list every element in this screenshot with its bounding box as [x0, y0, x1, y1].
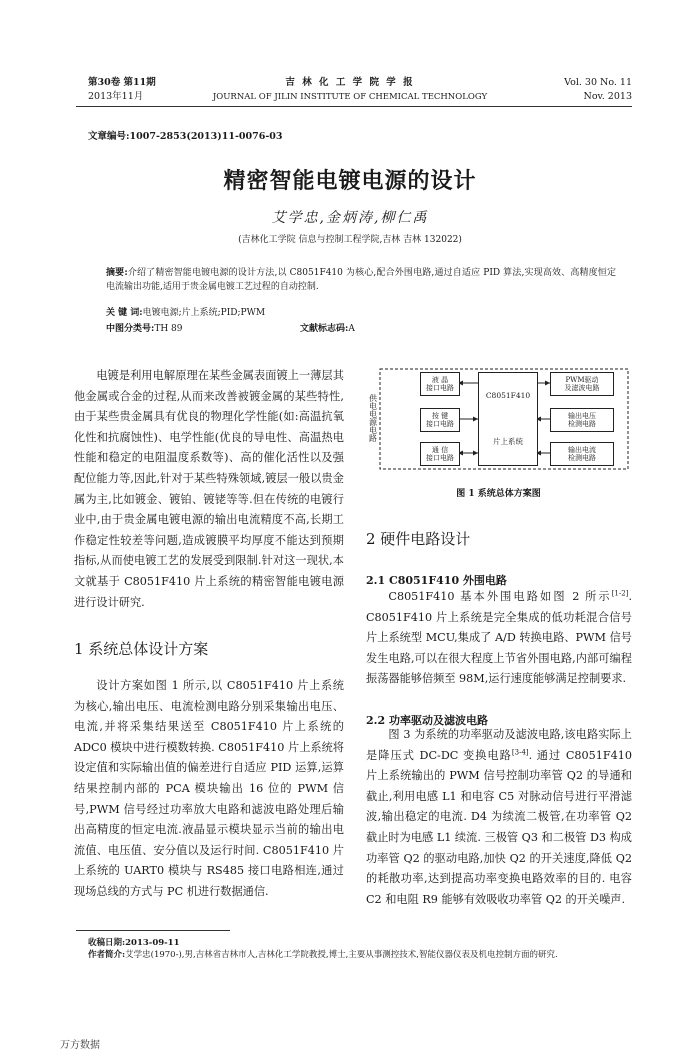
document-code: [300, 322, 355, 336]
pwm-driver-block: PWM驱动 及滤波电路: [550, 372, 614, 396]
journal-name-en: JOURNAL OF JILIN INSTITUTE OF CHEMICAL TECHNOLOGY: [212, 92, 488, 102]
intro-paragraph: 电镀是利用电解原理在某些金属表面镀上一薄层其他金属或合金的过程,从而来改善被镀金属的某些特性,由于某些贵金属具有优良的物理化学性能(如:高温抗氧化性和抗腐蚀性)、电学性能(优良的导电性、高温热电性能和稳定的电阻温度系数等)、高的催化活性以及强配位能力等,因此,针对于某些特殊领域,镀层一般以贵金属为主,比如镀金、镀铂、镀铑等等.但在传统的电镀行业中,由于贵金属电镀电源的输出电流精度不高,长期工作稳定性较差等问题,造成镀膜平均厚度不能达到预期指标,从而使电镀工艺的发展受到限制.针对这一现状,本文就基于 C8051F410 片上系统的精密智能电镀电源进行设计研究.: [74, 369, 344, 609]
abstract-text: 介绍了精密智能电镀电源的设计方法,以 C8051F410 为核心,配合外围电路,通过自适应 PID 算法,实现高效、高精度恒定电流输出功能,适用于贵金属电镀工艺过程的自动控制.: [106, 268, 616, 292]
mcu-block: [478, 372, 538, 466]
subsection-2-2-heading: 2.2 功率驱动及滤波电路: [366, 714, 488, 727]
sub21-citation: [1-2]: [611, 589, 629, 598]
subsection-2-1-body: [366, 587, 632, 690]
power-supply-block: 供电电源电路: [368, 377, 378, 459]
section-1-paragraph: 设计方案如图 1 所示,以 C8051F410 片上系统为核心,输出电压、电流检测电路分别采集输出电压、电流,并将采集结果送至 C8051F410 片上系统的 ADC0 模块中进行模数转换. C8051F410 片上系统将设定值和实际输出值的偏差进行自适应 PID 运算,运算结果控制内部的 PCA 模块输出 16 位的 PWM 信号,PWM 信号经过功率放大电路和滤波电路处理后输出高精度的恒定电流.液晶显示模块显示当前的输出电流值、电压值、安分值以及运行时间. C8051F410 片上系统的 UART0 模块与 RS485 接口电路相连,通过现场总线的方式与 PC 机进行数据通信.: [74, 679, 344, 898]
keywords: [106, 306, 265, 320]
lcd-interface-block: 液 晶 接口电路: [420, 372, 460, 396]
date-en: Nov. 2013: [583, 91, 632, 102]
header-center: [200, 76, 500, 104]
header-rule: [76, 106, 632, 107]
sub21-text-pre: C8051F410 基本外围电路如图 2 所示: [388, 590, 612, 603]
abstract-label: 摘要:: [106, 268, 128, 278]
watermark: 万方数据: [60, 1040, 100, 1051]
article-number: 文章编号:1007-2853(2013)11-0076-03: [88, 131, 283, 142]
footnote-rule: [76, 930, 230, 931]
subsection-2-1-paragraph: [366, 587, 632, 690]
date-cn: 2013年11月: [88, 91, 144, 102]
author-bio-text: 艾学忠(1970-),男,吉林省吉林市人,吉林化工学院教授,博士,主要从事测控技术,智能仪器仪表及机电控制方面的研究.: [125, 950, 558, 960]
sub21-text-post: . C8051F410 片上系统是完全集成的低功耗混合信号片上系统型 MCU,集成了 A/D 转换电路、PWM 信号发生电路,可以在很大程度上节省外围电路,内部可编程振荡器能够倍频至 98M,运行速度能够满足控制要求.: [366, 590, 632, 686]
keywords-text: 电镀电源;片上系统;PID;PWM: [142, 308, 266, 318]
intro-section: [74, 366, 344, 613]
sub22-text-post: . 通过 C8051F410 片上系统输出的 PWM 信号控制功率管 Q2 的导通和截止,利用电感 L1 和电容 C5 对脉动信号进行平滑滤波,输出稳定的电流. D4 为续流二极管,在功率管 Q2 截止时为电感 L1 续流. 三极管 Q3 和二极管 D3 构成功率管 Q2 的驱动电路,加快 Q2 的开关速度,降低 Q2 的耗散功率,达到提高功率变换电路效率的目的. 电容 C2 和电阻 R9 能够有效吸收功率管 Q2 的开关噪声.: [366, 748, 632, 906]
sub22-text-pre: 图 3 为系统的功率驱动及滤波电路,该电路实际上是降压式 DC-DC 变换电路: [366, 728, 632, 762]
author-bio-label: 作者简介:: [88, 950, 126, 960]
author-bio: [88, 949, 632, 961]
voltage-detect-block: 输出电压 检测电路: [550, 408, 614, 432]
current-detect-block: 输出电流 检测电路: [550, 442, 614, 466]
journal-name-cn: 吉 林 化 工 学 院 学 报: [285, 77, 415, 88]
subsection-2-2-paragraph: [366, 725, 632, 910]
section-2-heading: 2 硬件电路设计: [366, 530, 471, 548]
doc-code-label: 文献标志码:: [300, 324, 349, 334]
volume-en: Vol. 30 No. 11: [564, 77, 632, 88]
affiliation: (吉林化工学院 信息与控制工程学院,吉林 吉林 132022): [238, 235, 462, 245]
comm-interface-block: 通 信 接口电路: [420, 442, 460, 466]
paper-title: 精密智能电镀电源的设计: [223, 168, 477, 194]
authors: 艾学忠,金炳涛,柳仁禹: [271, 210, 429, 226]
mcu-desc: 片上系统: [493, 437, 523, 446]
header-right: [520, 76, 632, 104]
section-1-heading: 1 系统总体设计方案: [74, 640, 209, 658]
classification: [106, 322, 183, 336]
received-date: 收稿日期:2013-09-11: [88, 938, 180, 948]
classification-label: 中图分类号:: [106, 324, 155, 334]
volume-cn: 第30卷 第11期: [88, 77, 156, 88]
figure-1-caption: 图 1 系统总体方案图: [456, 489, 541, 499]
footnote: [88, 937, 632, 961]
keywords-label: 关 键 词:: [106, 308, 143, 318]
subsection-2-1-heading: 2.1 C8051F410 外围电路: [366, 574, 507, 587]
figure-1-diagram: [366, 367, 631, 473]
subsection-2-2-body: [366, 725, 632, 910]
mcu-name: C8051F410: [485, 391, 531, 400]
section-1-body: [74, 676, 344, 903]
key-interface-block: 按 键 接口电路: [420, 408, 460, 432]
sub22-citation: [3-4]: [511, 747, 529, 756]
abstract: [106, 266, 616, 294]
classification-text: TH 89: [154, 324, 183, 334]
doc-code-text: A: [348, 324, 355, 334]
